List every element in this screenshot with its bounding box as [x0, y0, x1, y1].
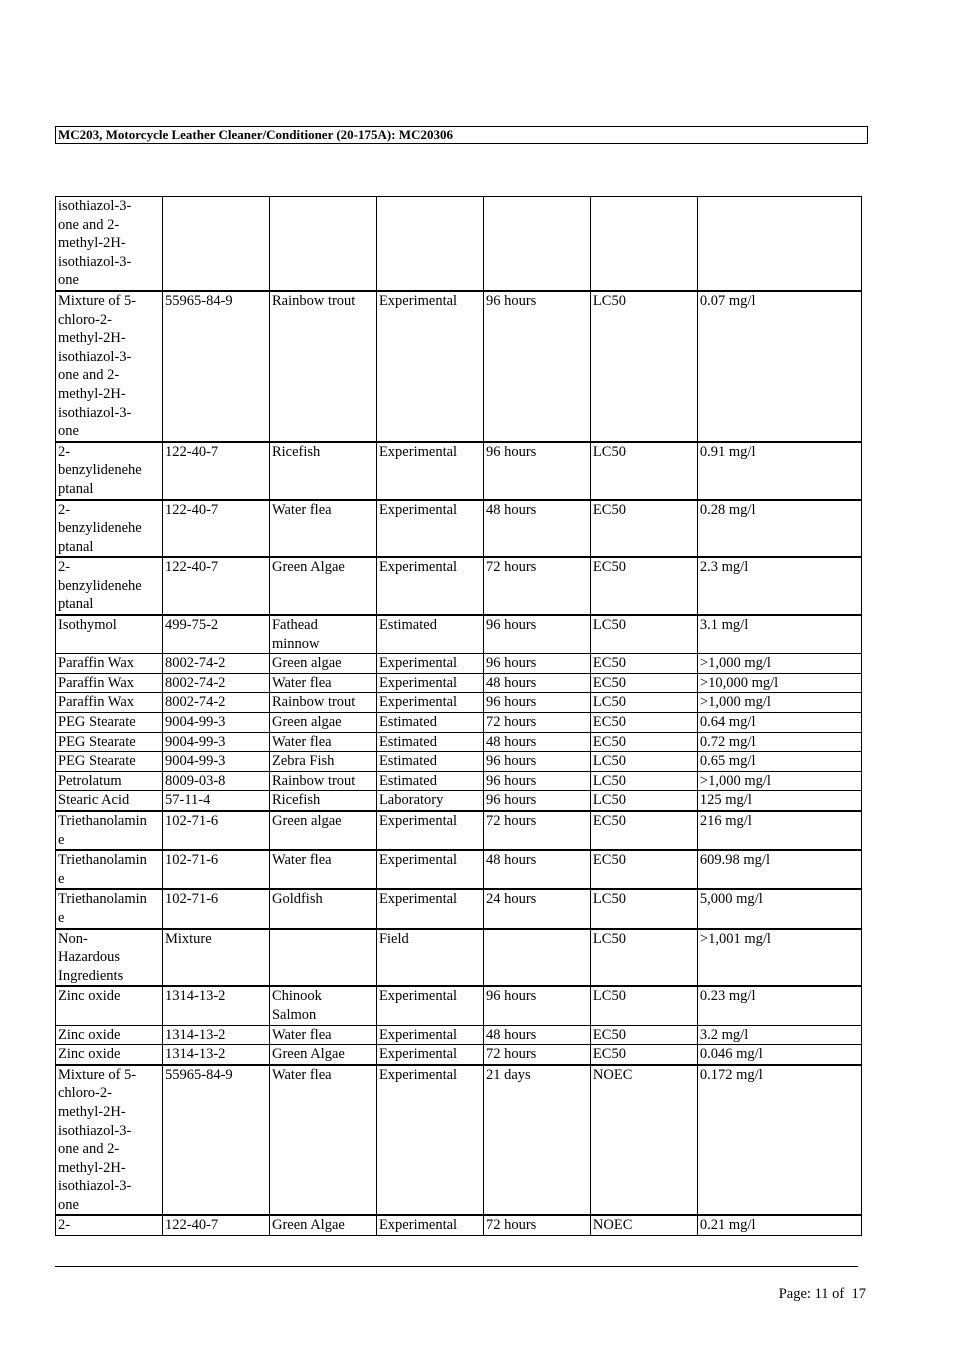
- exposure-cell: 96 hours: [483, 615, 590, 654]
- table-row: [56, 615, 862, 654]
- organism-cell: Ricefish: [269, 791, 376, 811]
- test-type-cell: Experimental: [376, 557, 483, 615]
- table-row: [56, 986, 862, 1025]
- organism-cell: Goldfish: [269, 889, 376, 928]
- endpoint-cell: LC50: [590, 791, 697, 811]
- result-cell: >1,001 mg/l: [697, 929, 861, 987]
- result-cell: 0.07 mg/l: [697, 291, 861, 442]
- endpoint-cell: LC50: [590, 291, 697, 442]
- test-type-cell: Experimental: [376, 654, 483, 674]
- table-row: [56, 291, 862, 442]
- substance-cell: Petrolatum: [56, 771, 163, 791]
- cas-number-cell: 8002-74-2: [162, 693, 269, 713]
- substance-cell: Zinc oxide: [56, 1025, 163, 1045]
- test-type-cell: Experimental: [376, 500, 483, 558]
- substance-cell: Stearic Acid: [56, 791, 163, 811]
- endpoint-cell: LC50: [590, 986, 697, 1025]
- test-type-cell: Experimental: [376, 1065, 483, 1216]
- substance-cell: isothiazol-3- one and 2- methyl-2H- isothiazol-3- one: [56, 197, 163, 291]
- exposure-cell: 72 hours: [483, 557, 590, 615]
- result-cell: 3.2 mg/l: [697, 1025, 861, 1045]
- page-number: Page: 11 of 17: [778, 1286, 866, 1302]
- endpoint-cell: EC50: [590, 557, 697, 615]
- substance-cell: Paraffin Wax: [56, 673, 163, 693]
- result-cell: >1,000 mg/l: [697, 771, 861, 791]
- exposure-cell: 72 hours: [483, 811, 590, 850]
- cas-number-cell: 122-40-7: [162, 1215, 269, 1235]
- organism-cell: [269, 197, 376, 291]
- test-type-cell: Experimental: [376, 811, 483, 850]
- result-cell: 0.72 mg/l: [697, 732, 861, 752]
- result-cell: 609.98 mg/l: [697, 850, 861, 889]
- exposure-cell: 96 hours: [483, 986, 590, 1025]
- exposure-cell: 96 hours: [483, 771, 590, 791]
- endpoint-cell: LC50: [590, 442, 697, 500]
- table-row: [56, 791, 862, 811]
- endpoint-cell: EC50: [590, 673, 697, 693]
- exposure-cell: 72 hours: [483, 713, 590, 733]
- substance-cell: PEG Stearate: [56, 732, 163, 752]
- exposure-cell: 72 hours: [483, 1215, 590, 1235]
- organism-cell: Green algae: [269, 654, 376, 674]
- substance-cell: Triethanolamin e: [56, 850, 163, 889]
- result-cell: [697, 197, 861, 291]
- table-row: [56, 732, 862, 752]
- cas-number-cell: 8002-74-2: [162, 654, 269, 674]
- result-cell: 2.3 mg/l: [697, 557, 861, 615]
- cas-number-cell: 9004-99-3: [162, 713, 269, 733]
- table-row: [56, 850, 862, 889]
- table-row: [56, 500, 862, 558]
- cas-number-cell: 122-40-7: [162, 442, 269, 500]
- substance-cell: 2-: [56, 1215, 163, 1235]
- exposure-cell: 96 hours: [483, 291, 590, 442]
- endpoint-cell: EC50: [590, 811, 697, 850]
- test-type-cell: Laboratory: [376, 791, 483, 811]
- exposure-cell: 96 hours: [483, 752, 590, 772]
- exposure-cell: 96 hours: [483, 442, 590, 500]
- substance-cell: Non- Hazardous Ingredients: [56, 929, 163, 987]
- table-row: [56, 693, 862, 713]
- result-cell: >1,000 mg/l: [697, 693, 861, 713]
- test-type-cell: Experimental: [376, 693, 483, 713]
- organism-cell: Chinook Salmon: [269, 986, 376, 1025]
- endpoint-cell: LC50: [590, 752, 697, 772]
- test-type-cell: Estimated: [376, 771, 483, 791]
- substance-cell: Mixture of 5- chloro-2- methyl-2H- isothiazol-3- one and 2- methyl-2H- isothiazol-3- one: [56, 291, 163, 442]
- organism-cell: Rainbow trout: [269, 693, 376, 713]
- table-row: [56, 752, 862, 772]
- table-row: [56, 929, 862, 987]
- cas-number-cell: 1314-13-2: [162, 1045, 269, 1065]
- cas-number-cell: [162, 197, 269, 291]
- result-cell: 0.28 mg/l: [697, 500, 861, 558]
- organism-cell: [269, 929, 376, 987]
- substance-cell: 2- benzylidenehe ptanal: [56, 557, 163, 615]
- exposure-cell: 48 hours: [483, 673, 590, 693]
- substance-cell: 2- benzylidenehe ptanal: [56, 442, 163, 500]
- test-type-cell: Experimental: [376, 1025, 483, 1045]
- result-cell: >1,000 mg/l: [697, 654, 861, 674]
- table-row: [56, 811, 862, 850]
- endpoint-cell: NOEC: [590, 1215, 697, 1235]
- cas-number-cell: Mixture: [162, 929, 269, 987]
- cas-number-cell: 122-40-7: [162, 557, 269, 615]
- test-type-cell: Experimental: [376, 850, 483, 889]
- endpoint-cell: EC50: [590, 654, 697, 674]
- result-cell: 0.91 mg/l: [697, 442, 861, 500]
- organism-cell: Water flea: [269, 500, 376, 558]
- endpoint-cell: [590, 197, 697, 291]
- endpoint-cell: LC50: [590, 929, 697, 987]
- result-cell: 3.1 mg/l: [697, 615, 861, 654]
- substance-cell: Isothymol: [56, 615, 163, 654]
- organism-cell: Green algae: [269, 713, 376, 733]
- table-row: [56, 771, 862, 791]
- cas-number-cell: 499-75-2: [162, 615, 269, 654]
- endpoint-cell: LC50: [590, 693, 697, 713]
- test-type-cell: Experimental: [376, 1045, 483, 1065]
- endpoint-cell: NOEC: [590, 1065, 697, 1216]
- result-cell: 0.046 mg/l: [697, 1045, 861, 1065]
- test-type-cell: Experimental: [376, 673, 483, 693]
- substance-cell: PEG Stearate: [56, 752, 163, 772]
- result-cell: 0.21 mg/l: [697, 1215, 861, 1235]
- table-row: [56, 654, 862, 674]
- organism-cell: Water flea: [269, 1065, 376, 1216]
- substance-cell: 2- benzylidenehe ptanal: [56, 500, 163, 558]
- document-header: [55, 126, 868, 144]
- test-type-cell: Estimated: [376, 713, 483, 733]
- organism-cell: Green Algae: [269, 557, 376, 615]
- test-type-cell: Estimated: [376, 732, 483, 752]
- test-type-cell: [376, 197, 483, 291]
- footer-divider: [55, 1266, 858, 1267]
- table-row: [56, 197, 862, 291]
- cas-number-cell: 55965-84-9: [162, 291, 269, 442]
- cas-number-cell: 9004-99-3: [162, 732, 269, 752]
- exposure-cell: 96 hours: [483, 654, 590, 674]
- cas-number-cell: 102-71-6: [162, 889, 269, 928]
- organism-cell: Ricefish: [269, 442, 376, 500]
- result-cell: 125 mg/l: [697, 791, 861, 811]
- exposure-cell: 24 hours: [483, 889, 590, 928]
- table-row: [56, 1025, 862, 1045]
- cas-number-cell: 122-40-7: [162, 500, 269, 558]
- table-row: [56, 673, 862, 693]
- endpoint-cell: LC50: [590, 889, 697, 928]
- test-type-cell: Field: [376, 929, 483, 987]
- endpoint-cell: EC50: [590, 850, 697, 889]
- exposure-cell: [483, 929, 590, 987]
- cas-number-cell: 102-71-6: [162, 850, 269, 889]
- endpoint-cell: EC50: [590, 1045, 697, 1065]
- exposure-cell: 48 hours: [483, 500, 590, 558]
- organism-cell: Zebra Fish: [269, 752, 376, 772]
- organism-cell: Fathead minnow: [269, 615, 376, 654]
- organism-cell: Green Algae: [269, 1045, 376, 1065]
- table-row: [56, 557, 862, 615]
- endpoint-cell: EC50: [590, 1025, 697, 1045]
- endpoint-cell: EC50: [590, 500, 697, 558]
- cas-number-cell: 9004-99-3: [162, 752, 269, 772]
- exposure-cell: 48 hours: [483, 732, 590, 752]
- cas-number-cell: 102-71-6: [162, 811, 269, 850]
- test-type-cell: Experimental: [376, 889, 483, 928]
- test-type-cell: Experimental: [376, 1215, 483, 1235]
- substance-cell: Mixture of 5- chloro-2- methyl-2H- isothiazol-3- one and 2- methyl-2H- isothiazol-3- one: [56, 1065, 163, 1216]
- exposure-cell: 48 hours: [483, 1025, 590, 1045]
- cas-number-cell: 1314-13-2: [162, 1025, 269, 1045]
- exposure-cell: [483, 197, 590, 291]
- cas-number-cell: 55965-84-9: [162, 1065, 269, 1216]
- organism-cell: Rainbow trout: [269, 291, 376, 442]
- substance-cell: Paraffin Wax: [56, 693, 163, 713]
- result-cell: 0.65 mg/l: [697, 752, 861, 772]
- table-row: [56, 1045, 862, 1065]
- endpoint-cell: EC50: [590, 732, 697, 752]
- substance-cell: Zinc oxide: [56, 986, 163, 1025]
- organism-cell: Water flea: [269, 850, 376, 889]
- table-row: [56, 713, 862, 733]
- result-cell: 0.172 mg/l: [697, 1065, 861, 1216]
- table-row: [56, 1065, 862, 1216]
- endpoint-cell: LC50: [590, 771, 697, 791]
- exposure-cell: 72 hours: [483, 1045, 590, 1065]
- cas-number-cell: 57-11-4: [162, 791, 269, 811]
- test-type-cell: Experimental: [376, 986, 483, 1025]
- table-row: [56, 1215, 862, 1235]
- cas-number-cell: 8002-74-2: [162, 673, 269, 693]
- table-row: [56, 889, 862, 928]
- endpoint-cell: LC50: [590, 615, 697, 654]
- table-row: [56, 442, 862, 500]
- endpoint-cell: EC50: [590, 713, 697, 733]
- exposure-cell: 96 hours: [483, 791, 590, 811]
- cas-number-cell: 1314-13-2: [162, 986, 269, 1025]
- exposure-cell: 21 days: [483, 1065, 590, 1216]
- substance-cell: PEG Stearate: [56, 713, 163, 733]
- result-cell: 5,000 mg/l: [697, 889, 861, 928]
- result-cell: 216 mg/l: [697, 811, 861, 850]
- result-cell: 0.23 mg/l: [697, 986, 861, 1025]
- substance-cell: Paraffin Wax: [56, 654, 163, 674]
- organism-cell: Rainbow trout: [269, 771, 376, 791]
- result-cell: 0.64 mg/l: [697, 713, 861, 733]
- organism-cell: Green Algae: [269, 1215, 376, 1235]
- exposure-cell: 48 hours: [483, 850, 590, 889]
- document-title: MC203, Motorcycle Leather Cleaner/Conditioner (20-175A): MC20306: [58, 127, 453, 142]
- test-type-cell: Estimated: [376, 752, 483, 772]
- test-type-cell: Experimental: [376, 291, 483, 442]
- ecotoxicity-table: [55, 196, 862, 1236]
- cas-number-cell: 8009-03-8: [162, 771, 269, 791]
- substance-cell: Triethanolamin e: [56, 889, 163, 928]
- result-cell: >10,000 mg/l: [697, 673, 861, 693]
- substance-cell: Triethanolamin e: [56, 811, 163, 850]
- substance-cell: Zinc oxide: [56, 1045, 163, 1065]
- exposure-cell: 96 hours: [483, 693, 590, 713]
- organism-cell: Water flea: [269, 673, 376, 693]
- organism-cell: Water flea: [269, 732, 376, 752]
- organism-cell: Green algae: [269, 811, 376, 850]
- organism-cell: Water flea: [269, 1025, 376, 1045]
- test-type-cell: Experimental: [376, 442, 483, 500]
- test-type-cell: Estimated: [376, 615, 483, 654]
